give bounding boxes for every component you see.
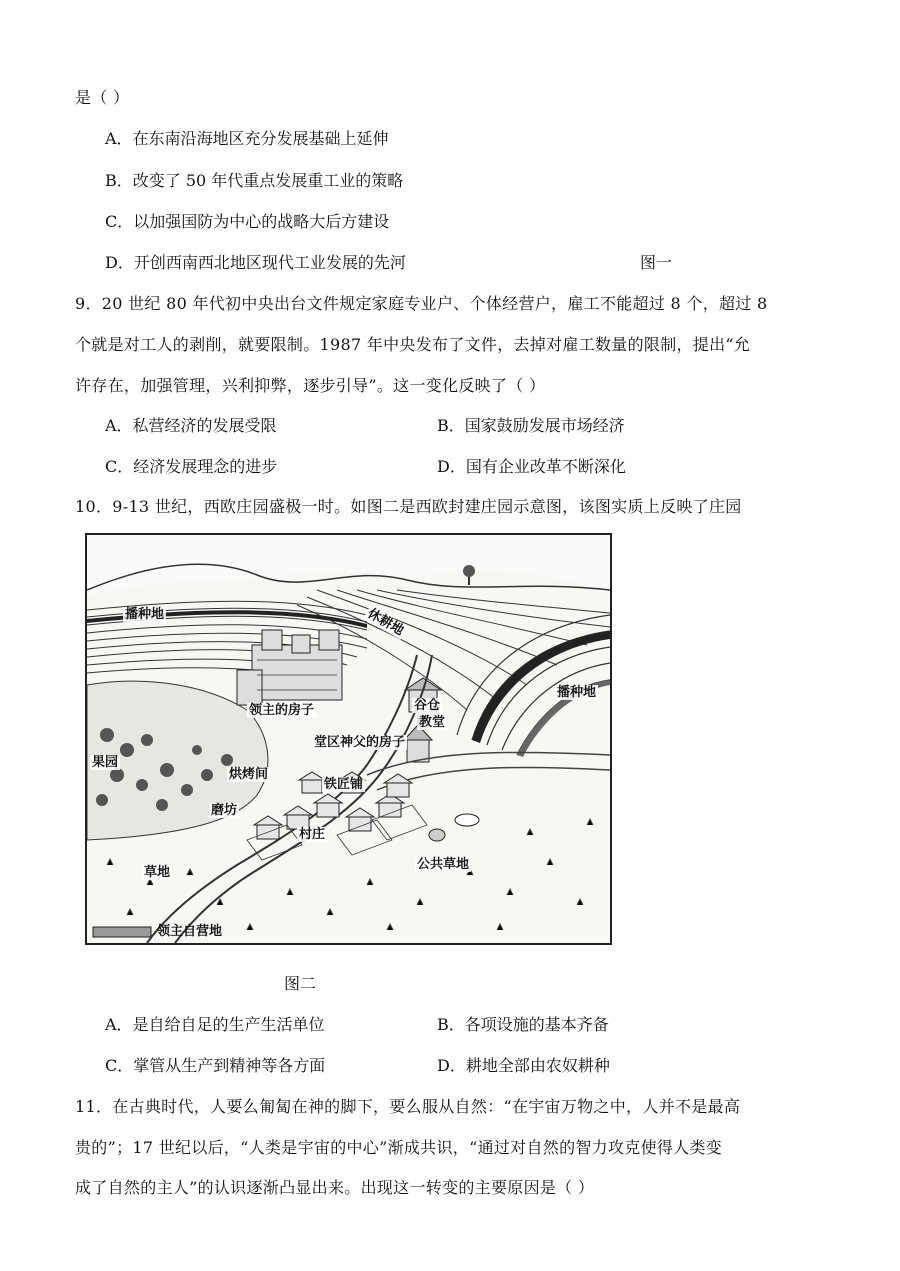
label-lord-house: 领主的房子 bbox=[249, 703, 315, 718]
label-demesne: 领主自营地 bbox=[157, 924, 223, 939]
label-sowing-field-left: 播种地 bbox=[125, 607, 165, 622]
q8-option-a: A．在东南沿海地区充分发展基础上延伸 bbox=[105, 129, 389, 148]
q9-option-b: B．国家鼓励发展市场经济 bbox=[437, 416, 625, 435]
q8-option-b: B．改变了 50 年代重点发展重工业的策略 bbox=[105, 171, 404, 190]
q9-stem-line-1: 9．20 世纪 80 年代初中央出台文件规定家庭专业户、个体经营户，雇工不能超过 8 个，超过 8 bbox=[75, 294, 768, 313]
q8-option-d: D．开创西南西北地区现代工业发展的先河 bbox=[105, 253, 406, 272]
q10-stem-line-1: 10．9-13 世纪，西欧庄园盛极一时。如图二是西欧封建庄园示意图，该图实质上反映了庄园 bbox=[75, 497, 742, 516]
q9-option-a: A．私营经济的发展受限 bbox=[105, 416, 277, 435]
q9-option-c: C．经济发展理念的进步 bbox=[105, 457, 278, 476]
label-village: 村庄 bbox=[299, 827, 326, 842]
q10-option-a: A．是自给自足的生产生活单位 bbox=[105, 1015, 325, 1034]
label-fallow-field: 休耕地 bbox=[364, 606, 407, 639]
label-sowing-field-right: 播种地 bbox=[557, 685, 597, 700]
q11-stem-line-1: 11．在古典时代，人要么匍匐在神的脚下，要么服从自然：“在宇宙万物之中，人并不是最高 bbox=[75, 1097, 741, 1116]
q9-stem-line-2: 个就是对工人的剥削，就要限制。1987 年中央发布了文件，去掉对雇工数量的限制，提出“允 bbox=[75, 335, 751, 354]
label-church: 教堂 bbox=[419, 715, 446, 730]
q9-stem-line-3: 许存在，加强管理，兴利抑弊，逐步引导”。这一变化反映了（ ） bbox=[75, 376, 546, 395]
label-common-pasture: 公共草地 bbox=[417, 857, 470, 872]
q8-option-c: C．以加强国防为中心的战略大后方建设 bbox=[105, 212, 390, 231]
q9-option-d: D．国有企业改革不断深化 bbox=[437, 457, 626, 476]
q11-stem-line-2: 贵的”；17 世纪以后，“人类是宇宙的中心”渐成共识，“通过对自然的智力攻克使得人类变 bbox=[75, 1138, 723, 1157]
q10-option-c: C．掌管从生产到精神等各方面 bbox=[105, 1056, 326, 1075]
label-priest-house: 堂区神父的房子 bbox=[314, 735, 406, 750]
q10-option-d: D．耕地全部由农奴耕种 bbox=[437, 1056, 610, 1075]
q8-stem-tail: 是（ ） bbox=[75, 88, 130, 107]
manor-illustration bbox=[85, 533, 612, 945]
label-smithy: 铁匠铺 bbox=[324, 777, 364, 792]
figure-2-caption: 图二 bbox=[284, 974, 317, 993]
label-orchard: 果园 bbox=[92, 755, 119, 770]
label-mill: 磨坊 bbox=[211, 803, 238, 818]
q11-stem-line-3: 成了自然的主人”的认识逐渐凸显出来。出现这一转变的主要原因是（ ） bbox=[75, 1178, 595, 1197]
q10-option-b: B．各项设施的基本齐备 bbox=[437, 1015, 609, 1034]
label-barn: 谷仓 bbox=[414, 698, 441, 713]
label-meadow: 草地 bbox=[144, 865, 171, 880]
label-bakery: 烘烤间 bbox=[229, 767, 269, 782]
figure-1-caption: 图一 bbox=[640, 253, 673, 272]
